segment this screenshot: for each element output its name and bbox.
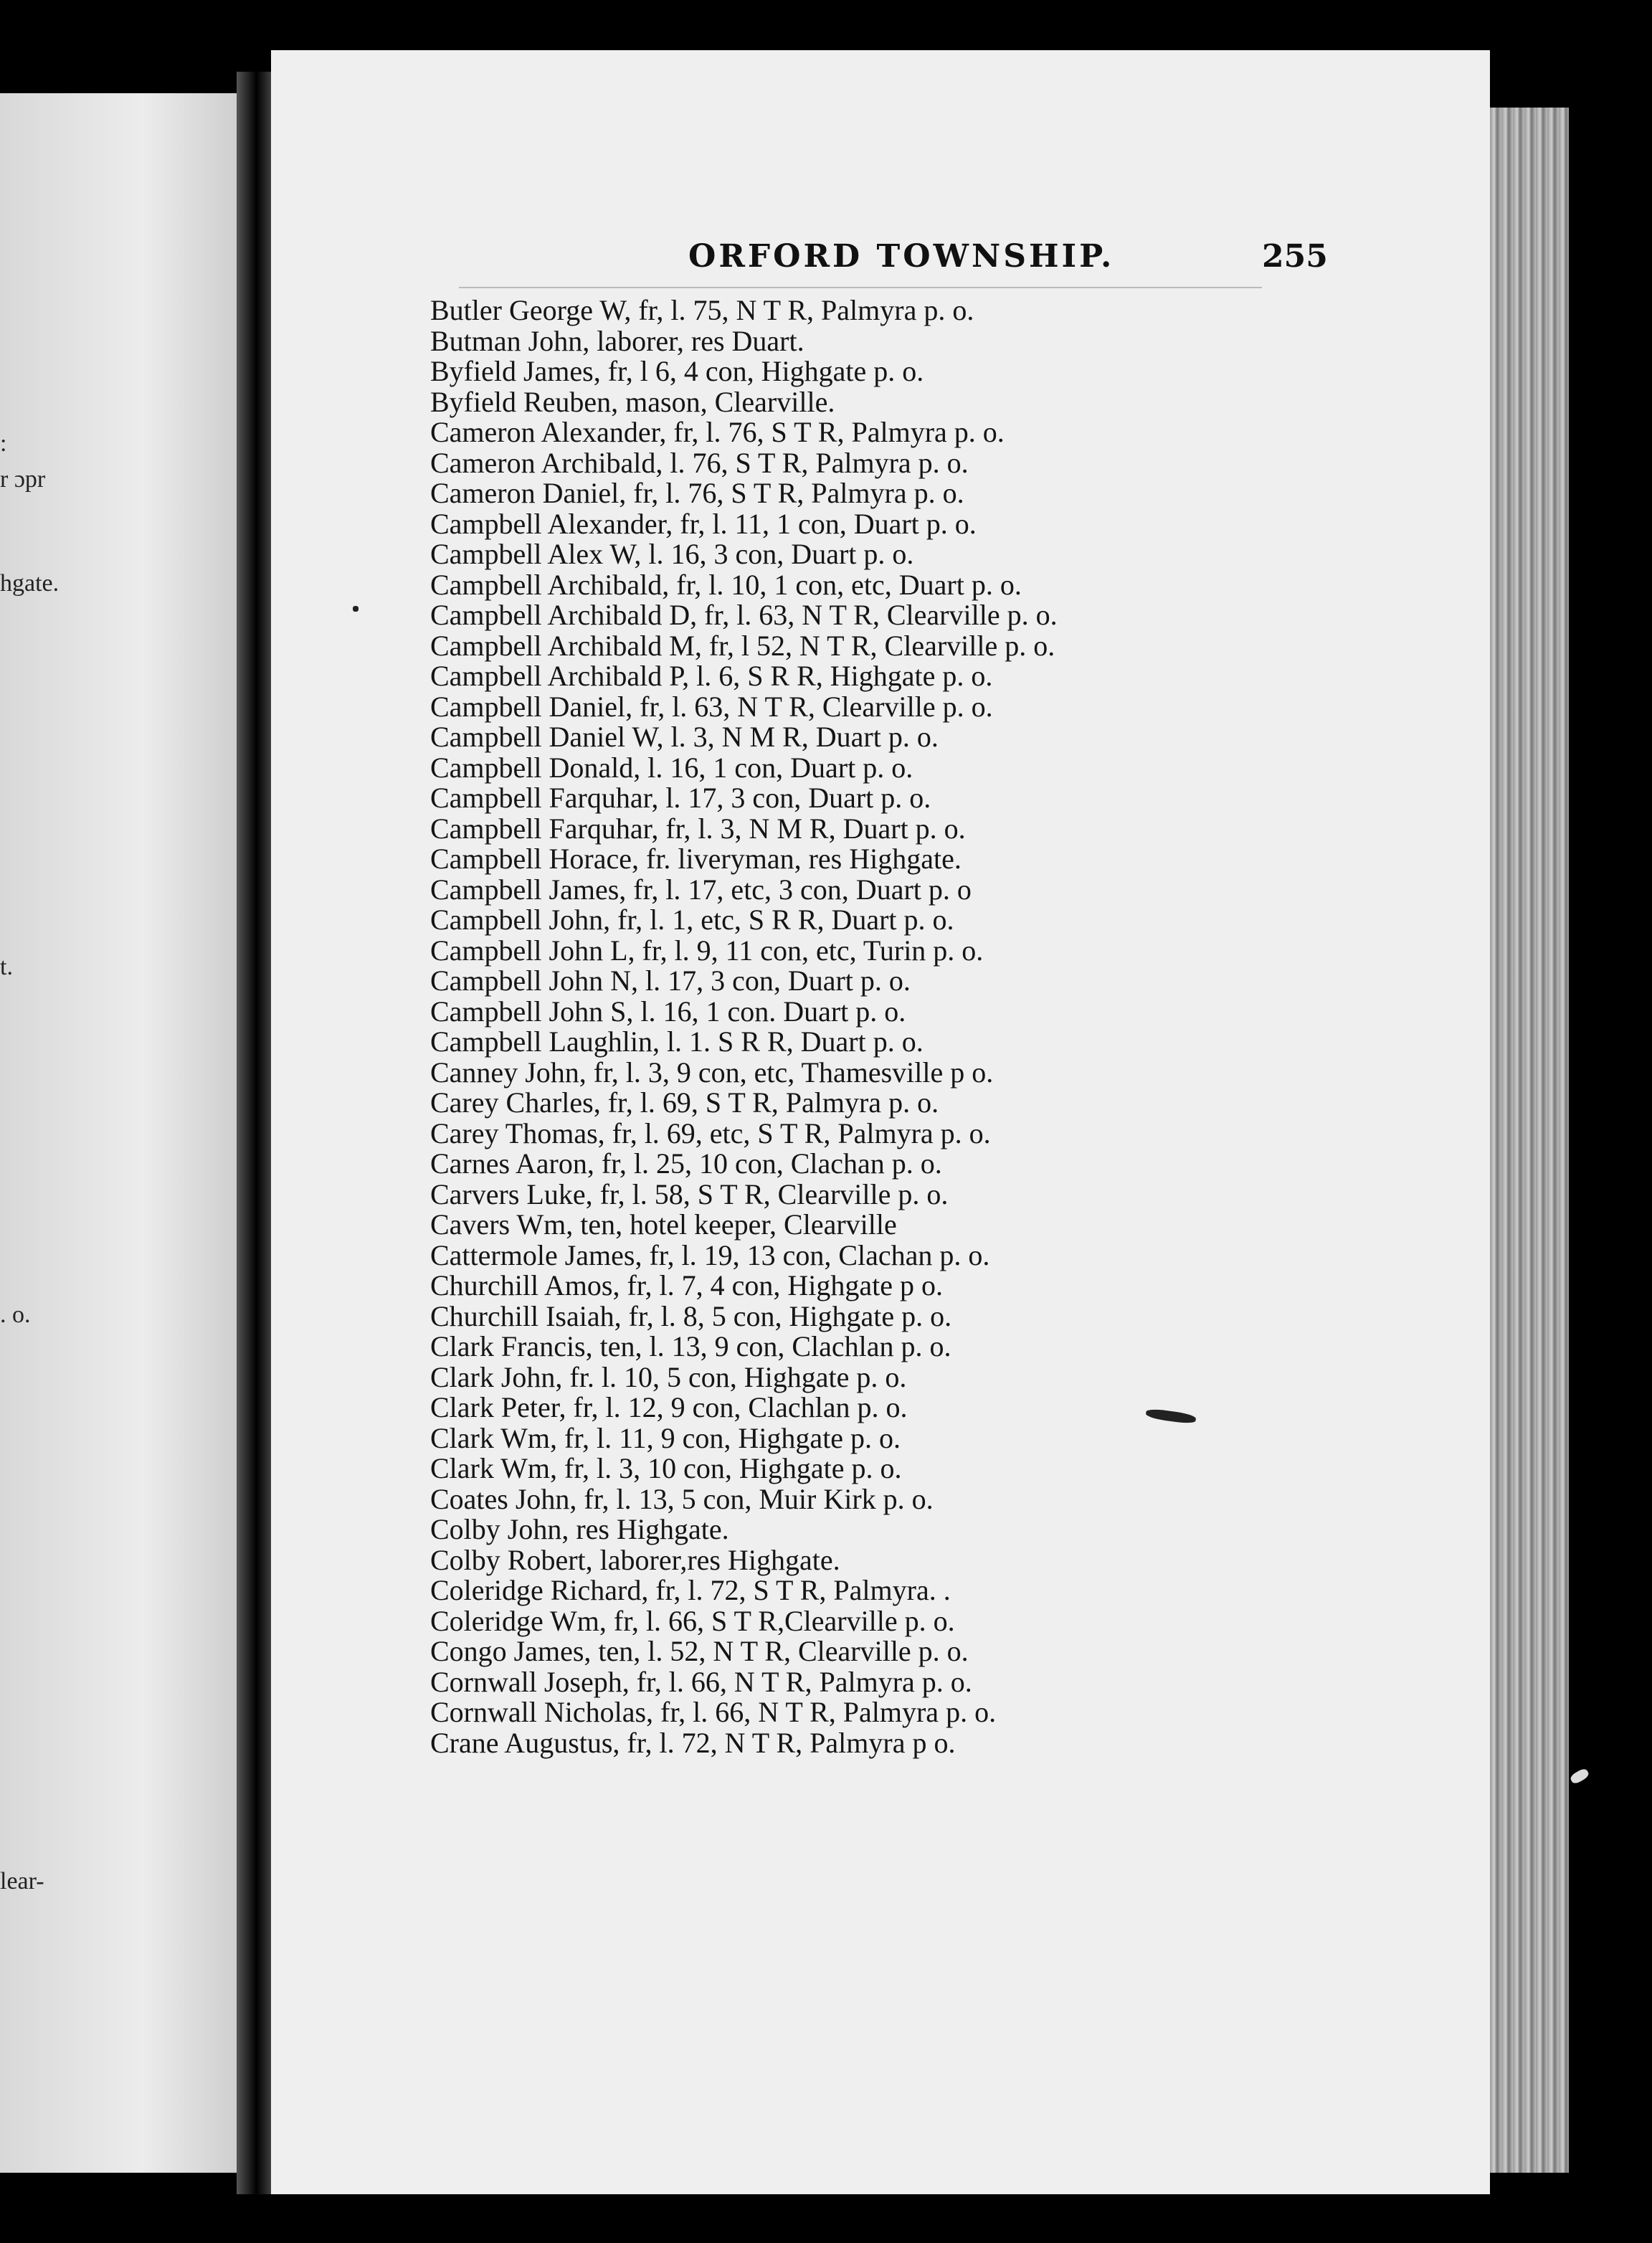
- paper-fragment: [1569, 1767, 1590, 1785]
- list-item: Clark John, fr. l. 10, 5 con, Highgate p. o.: [430, 1360, 907, 1393]
- left-page-fragment: . o.: [0, 1301, 31, 1328]
- list-item: Clark Wm, fr, l. 11, 9 con, Highgate p. o.: [430, 1421, 901, 1454]
- list-item: Cattermole James, fr, l. 19, 13 con, Clachan p. o.: [430, 1238, 990, 1271]
- left-page-fragment: r ɔpr: [0, 466, 46, 493]
- list-item: Campbell Farquhar, l. 17, 3 con, Duart p. o.: [430, 782, 931, 814]
- page-edges: [1490, 108, 1569, 2173]
- list-item: Campbell Daniel W, l. 3, N M R, Duart p. o.: [430, 721, 939, 753]
- list-item: Carnes Aaron, fr, l. 25, 10 con, Clachan p. o.: [430, 1147, 942, 1180]
- list-item: Campbell Alex W, l. 16, 3 con, Duart p. o.: [430, 538, 914, 570]
- list-item: Campbell John, fr, l. 1, etc, S R R, Duart p. o.: [430, 904, 954, 936]
- list-item: Colby Robert, laborer,res Highgate.: [430, 1543, 840, 1576]
- list-item: Cameron Alexander, fr, l. 76, S T R, Palmyra p. o.: [430, 416, 1005, 448]
- list-item: Campbell Alexander, fr, l. 11, 1 con, Duart p. o.: [430, 507, 977, 540]
- list-item: Congo James, ten, l. 52, N T R, Clearville p. o.: [430, 1635, 969, 1667]
- list-item: Canney John, fr, l. 3, 9 con, etc, Thamesville p o.: [430, 1056, 994, 1089]
- list-item: Campbell Archibald M, fr, l 52, N T R, Clearville p. o.: [430, 629, 1055, 662]
- list-item: Campbell John N, l. 17, 3 con, Duart p. o.: [430, 964, 911, 997]
- list-item: Cameron Archibald, l. 76, S T R, Palmyra p. o.: [430, 446, 969, 479]
- list-item: Cameron Daniel, fr, l. 76, S T R, Palmyra p. o.: [430, 477, 964, 509]
- left-page-fragment: lear-: [0, 1868, 44, 1895]
- list-item: Coates John, fr, l. 13, 5 con, Muir Kirk p. o.: [430, 1482, 934, 1515]
- directory-entries: [430, 295, 1362, 1758]
- list-item: Campbell Archibald D, fr, l. 63, N T R, Clearville p. o.: [430, 599, 1058, 631]
- page-number: 255: [1262, 238, 1328, 275]
- list-item: Coleridge Richard, fr, l. 72, S T R, Palmyra. .: [430, 1574, 951, 1606]
- list-item: Campbell John S, l. 16, 1 con. Duart p. o.: [430, 995, 906, 1028]
- list-item: Carey Thomas, fr, l. 69, etc, S T R, Palmyra p. o.: [430, 1116, 991, 1149]
- ink-dot: [353, 606, 359, 612]
- list-item: Campbell Laughlin, l. 1. S R R, Duart p. o.: [430, 1025, 924, 1058]
- list-item: Campbell Archibald, fr, l. 10, 1 con, etc, Duart p. o.: [430, 568, 1022, 601]
- list-item: Campbell John L, fr, l. 9, 11 con, etc, Turin p. o.: [430, 934, 984, 967]
- page-title: ORFORD TOWNSHIP.: [688, 238, 1115, 275]
- list-item: Butman John, laborer, res Duart.: [430, 324, 804, 357]
- list-item: Clark Wm, fr, l. 3, 10 con, Highgate p. o.: [430, 1452, 902, 1484]
- list-item: Campbell Horace, fr. liveryman, res Highgate.: [430, 843, 962, 875]
- list-item: Cavers Wm, ten, hotel keeper, Clearville: [430, 1208, 897, 1241]
- list-item: Cornwall Nicholas, fr, l. 66, N T R, Palmyra p. o.: [430, 1696, 997, 1728]
- book-gutter: [237, 72, 272, 2194]
- list-item: Coleridge Wm, fr, l. 66, S T R,Clearville p. o.: [430, 1604, 955, 1637]
- left-page-fragment: t.: [0, 954, 13, 980]
- list-item: Colby John, res Highgate.: [430, 1513, 729, 1545]
- list-item: Carvers Luke, fr, l. 58, S T R, Clearville p. o.: [430, 1177, 949, 1210]
- list-item: Campbell Daniel, fr, l. 63, N T R, Clearville p. o.: [430, 690, 993, 723]
- list-item: Campbell Archibald P, l. 6, S R R, Highgate p. o.: [430, 660, 993, 692]
- list-item: Churchill Isaiah, fr, l. 8, 5 con, Highgate p. o.: [430, 1299, 952, 1332]
- left-page-fragment: hgate.: [0, 570, 60, 597]
- list-item: Butler George W, fr, l. 75, N T R, Palmyra p. o.: [430, 294, 974, 326]
- list-item: Byfield James, fr, l 6, 4 con, Highgate p. o.: [430, 355, 924, 387]
- left-page-fragment: :: [0, 430, 7, 457]
- list-item: Byfield Reuben, mason, Clearville.: [430, 385, 835, 418]
- list-item: Clark Peter, fr, l. 12, 9 con, Clachlan p. o.: [430, 1391, 908, 1423]
- header-rule: [459, 287, 1262, 288]
- list-item: Campbell James, fr, l. 17, etc, 3 con, Duart p. o: [430, 873, 972, 906]
- list-item: Campbell Farquhar, fr, l. 3, N M R, Duart p. o.: [430, 812, 966, 845]
- left-facing-page: [0, 93, 237, 2173]
- list-item: Campbell Donald, l. 16, 1 con, Duart p. o.: [430, 751, 913, 784]
- list-item: Crane Augustus, fr, l. 72, N T R, Palmyra p o.: [430, 1726, 956, 1759]
- list-item: Clark Francis, ten, l. 13, 9 con, Clachlan p. o.: [430, 1330, 951, 1362]
- list-item: Churchill Amos, fr, l. 7, 4 con, Highgate p o.: [430, 1269, 943, 1301]
- list-item: Carey Charles, fr, l. 69, S T R, Palmyra p. o.: [430, 1086, 939, 1119]
- list-item: Cornwall Joseph, fr, l. 66, N T R, Palmyra p. o.: [430, 1665, 972, 1698]
